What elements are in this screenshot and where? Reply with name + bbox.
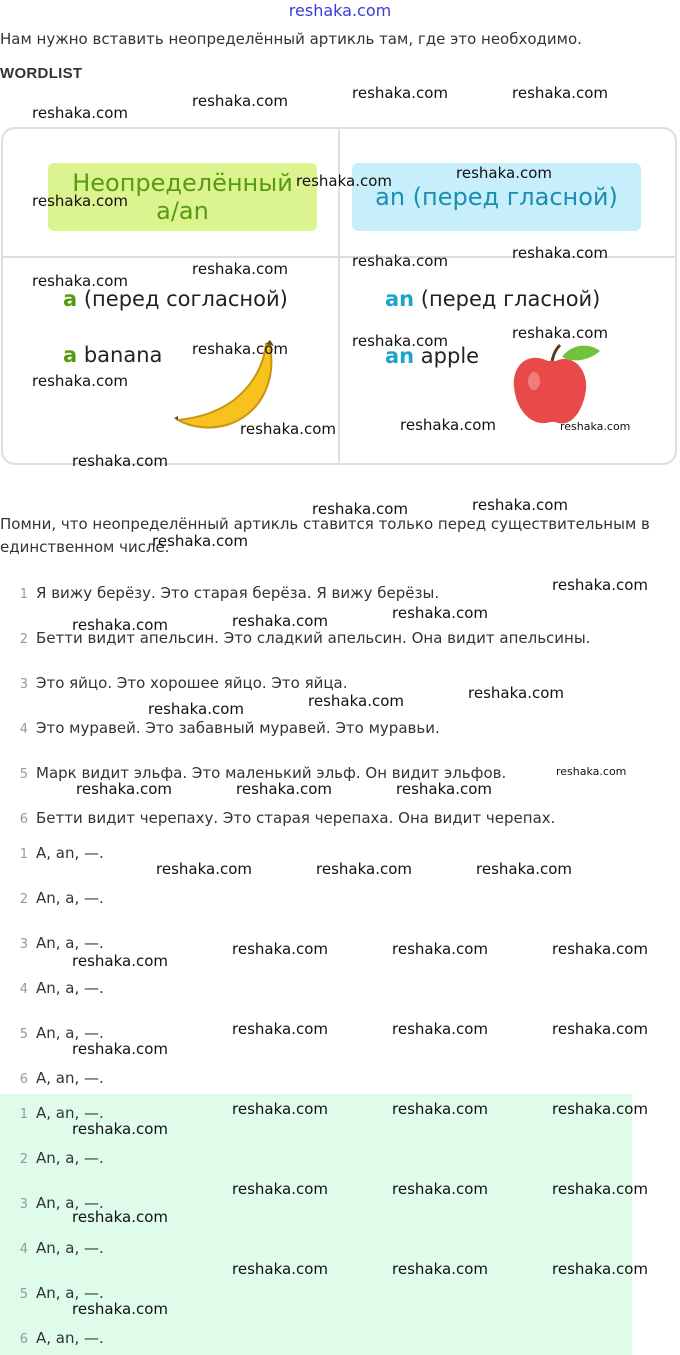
answer-item: 6 A, an, —. — [19, 1069, 104, 1087]
answer-item-highlighted: 6 A, an, —. — [19, 1329, 104, 1347]
list-item: 4 Это муравей. Это забавный муравей. Это муравьи. — [19, 719, 440, 737]
watermark: reshaka.com — [236, 780, 332, 798]
answer-item-highlighted: 3 An, a, —. — [19, 1194, 104, 1212]
watermark: reshaka.com — [552, 576, 648, 594]
watermark: reshaka.com — [296, 172, 392, 190]
watermark: reshaka.com — [72, 616, 168, 634]
apple-icon — [508, 343, 604, 427]
watermark: reshaka.com — [396, 780, 492, 798]
answer-item-highlighted: 2 An, a, —. — [19, 1149, 104, 1167]
watermark: reshaka.com — [392, 940, 488, 958]
watermark: reshaka.com — [352, 84, 448, 102]
answer-item: 1 A, an, —. — [19, 844, 104, 862]
site-header[interactable]: reshaka.com — [288, 1, 392, 20]
watermark: reshaka.com — [232, 1100, 328, 1118]
watermark: reshaka.com — [192, 340, 288, 358]
watermark: reshaka.com — [192, 260, 288, 278]
header-right-pill: an (перед гласной) — [352, 163, 641, 231]
watermark: reshaka.com — [240, 420, 336, 438]
watermark: reshaka.com — [552, 940, 648, 958]
watermark: reshaka.com — [32, 372, 128, 390]
list-item: 6 Бетти видит черепаху. Это старая черепаха. Она видит черепах. — [19, 809, 556, 827]
watermark: reshaka.com — [32, 192, 128, 210]
answer-item-highlighted: 1 A, an, —. — [19, 1104, 104, 1122]
watermark: reshaka.com — [472, 496, 568, 514]
answer-item-highlighted: 4 An, a, —. — [19, 1239, 104, 1257]
watermark: reshaka.com — [512, 324, 608, 342]
watermark: reshaka.com — [72, 1040, 168, 1058]
list-item: 5 Марк видит эльфа. Это маленький эльф. Он видит эльфов. — [19, 764, 507, 782]
watermark: reshaka.com — [468, 684, 564, 702]
watermark: reshaka.com — [352, 252, 448, 270]
watermark: reshaka.com — [400, 416, 496, 434]
watermark: reshaka.com — [32, 104, 128, 122]
right-example-article: an — [385, 344, 415, 368]
watermark: reshaka.com — [512, 244, 608, 262]
watermark: reshaka.com — [308, 692, 404, 710]
watermark: reshaka.com — [72, 452, 168, 470]
answer-item: 5 An, a, —. — [19, 1024, 104, 1042]
watermark: reshaka.com — [72, 1300, 168, 1318]
watermark: reshaka.com — [232, 1180, 328, 1198]
watermark: reshaka.com — [392, 1260, 488, 1278]
left-rule-text: (перед согласной) — [77, 287, 288, 311]
watermark: reshaka.com — [552, 1100, 648, 1118]
list-item: 2 Бетти видит апельсин. Это сладкий апельсин. Она видит апельсины. — [19, 629, 591, 647]
list-item: 1 Я вижу берёзу. Это старая берёза. Я вижу берёзы. — [19, 584, 440, 602]
left-example — [63, 343, 162, 367]
watermark: reshaka.com — [156, 860, 252, 878]
reminder-text: Помни, что неопределённый артикль ставится только перед существительным в единственном числе. — [0, 515, 650, 556]
watermark: reshaka.com — [72, 1208, 168, 1226]
watermark: reshaka.com — [232, 612, 328, 630]
watermark: reshaka.com — [556, 765, 627, 778]
list-item: 3 Это яйцо. Это хорошее яйцо. Это яйца. — [19, 674, 348, 692]
watermark: reshaka.com — [72, 952, 168, 970]
watermark: reshaka.com — [148, 700, 244, 718]
watermark: reshaka.com — [232, 1020, 328, 1038]
watermark: reshaka.com — [72, 1120, 168, 1138]
answer-item: 2 An, a, —. — [19, 889, 104, 907]
watermark: reshaka.com — [392, 604, 488, 622]
header-left-pill: Неопределённый a/an — [48, 163, 317, 231]
left-rule-article: a — [63, 287, 78, 311]
watermark: reshaka.com — [456, 164, 552, 182]
left-rule — [63, 287, 288, 311]
watermark: reshaka.com — [512, 84, 608, 102]
watermark: reshaka.com — [32, 272, 128, 290]
watermark: reshaka.com — [476, 860, 572, 878]
right-rule-article: an — [385, 287, 415, 311]
watermark: reshaka.com — [192, 92, 288, 110]
watermark: reshaka.com — [552, 1260, 648, 1278]
watermark: reshaka.com — [552, 1020, 648, 1038]
right-rule-text: (перед гласной) — [414, 287, 601, 311]
watermark: reshaka.com — [152, 532, 248, 550]
watermark: reshaka.com — [76, 780, 172, 798]
right-example-word: apple — [414, 344, 480, 368]
right-rule — [385, 287, 600, 311]
answer-item: 3 An, a, —. — [19, 934, 104, 952]
wordlist-heading: WORDLIST — [0, 65, 83, 82]
watermark: reshaka.com — [392, 1180, 488, 1198]
left-example-word: banana — [77, 343, 163, 367]
watermark: reshaka.com — [232, 1260, 328, 1278]
answer-item-highlighted: 5 An, a, —. — [19, 1284, 104, 1302]
left-example-article: a — [63, 343, 78, 367]
watermark: reshaka.com — [392, 1100, 488, 1118]
watermark: reshaka.com — [312, 500, 408, 518]
answer-item: 4 An, a, —. — [19, 979, 104, 997]
watermark: reshaka.com — [232, 940, 328, 958]
watermark: reshaka.com — [352, 332, 448, 350]
intro-text: Нам нужно вставить неопределённый артикль там, где это необходимо. — [0, 30, 582, 48]
watermark: reshaka.com — [552, 1180, 648, 1198]
watermark: reshaka.com — [316, 860, 412, 878]
watermark: reshaka.com — [560, 420, 631, 433]
watermark: reshaka.com — [392, 1020, 488, 1038]
